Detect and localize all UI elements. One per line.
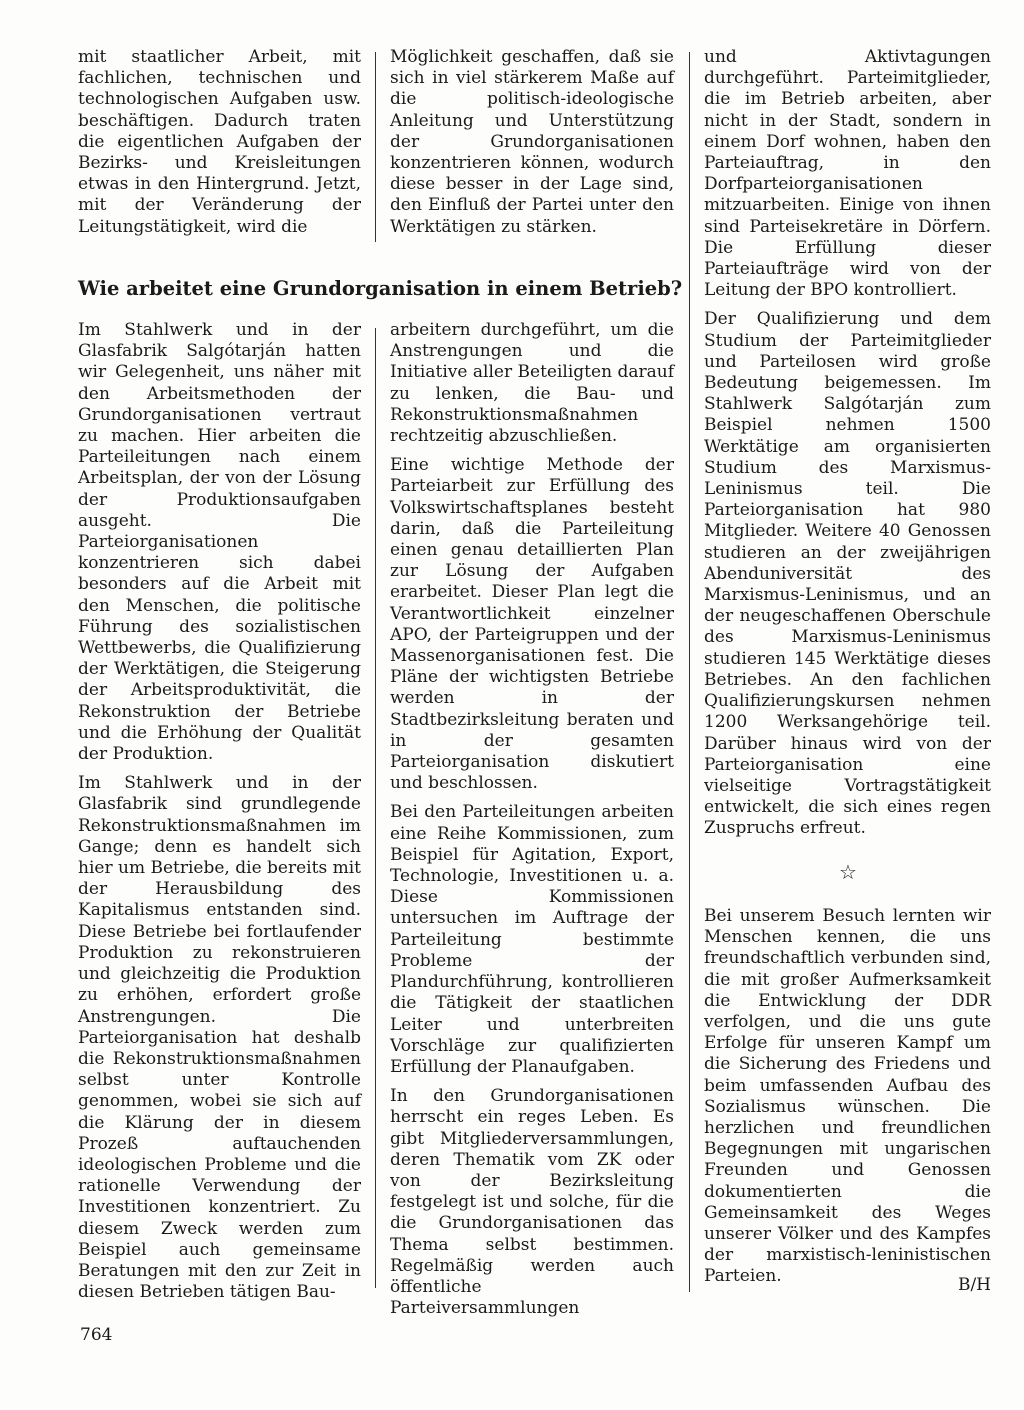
paragraph: mit staatlicher Arbeit, mit fachlichen, technischen und technologischen Aufgaben usw. beschäftigen. Dadurch traten die eigentlichen Aufgaben der Bezirks- und Kreisleitungen etwas in den Hintergrund. Jetzt, mit der Veränderung der Leitungstätigkeit, wird die xyxy=(78,47,361,237)
paragraph: und Aktivtagungen durchgeführt. Parteimitglieder, die im Betrieb arbeiten, aber nicht in der Stadt, sondern in einem Dorf wohnen, haben den Parteiauftrag, in den Dorfparteiorganisationen mitzuarbeiten. Einige von ihnen sind Parteisekretäre in Dörfern. Die Erfüllung dieser Parteiaufträge wird von der Leitung der BPO kontrolliert. xyxy=(704,47,991,301)
column-rule xyxy=(375,52,376,242)
paragraph: Bei den Parteileitungen arbeiten eine Reihe Kommissionen, zum Beispiel für Agitation, Export, Technologie, Investitionen u. a. Diese Kommissionen untersuchen im Auftrage der Parteileitung bestimmte Probleme der Plandurchführung, kontrollieren die Tätigkeit der staatlichen Leiter und unterbreiten Vorschläge zur qualifizierten Erfüllung der Planaufgaben. xyxy=(390,802,674,1077)
column-rule xyxy=(689,52,690,1292)
page-number: 764 xyxy=(80,1325,113,1345)
paragraph: Im Stahlwerk und in der Glasfabrik sind grundlegende Rekonstruktionsmaßnahmen im Gange; denn es handelt sich hier um Betriebe, die bereits mit der Herausbildung des Kapitalismus entstanden sind. Diese Betriebe bei fortlaufender Produktion zu rekonstruieren und gleichzeitig die Produktion zu erhöhen, erfordert große Anstrengungen. Die Parteiorganisation hat deshalb die Rekonstruktionsmaßnahmen selbst unter Kontrolle genommen, wobei sie sich auf die Klärung der in diesem Prozeß auftauchenden ideologischen Probleme und die rationelle Verwendung der Investitionen konzentriert. Zu diesem Zweck werden zum Beispiel auch gemeinsame Beratungen mit den zur Zeit in diesen Betrieben tätigen Bau- xyxy=(78,773,361,1303)
star-separator-icon: ☆ xyxy=(839,860,857,884)
top-left-column xyxy=(78,47,361,238)
paragraph: Eine wichtige Methode der Parteiarbeit zur Erfüllung des Volkswirtschaftsplanes besteht darin, daß die Parteileitung einen genau detaillierten Plan zur Lösung der Aufgaben erarbeitet. Dieser Plan legt die Verantwortlichkeit einzelner APO, der Parteigruppen und der Massenorganisationen fest. Die Pläne der wichtigsten Betriebe werden in der Stadtbezirksleitung beraten und in der gesamten Parteiorganisation diskutiert und beschlossen. xyxy=(390,455,674,794)
paragraph: Möglichkeit geschaffen, daß sie sich in viel stärkerem Maße auf die politisch-ideologische Anleitung und Unterstützung der Grundorganisationen konzentrieren können, wodurch diese besser in der Lage sind, den Einfluß der Partei unter den Werktätigen zu stärken. xyxy=(390,47,674,237)
paragraph: arbeitern durchgeführt, um die Anstrengungen und die Initiative aller Beteiligten darauf zu lenken, die Bau- und Rekonstruktionsmaßnahmen rechtzeitig abzuschließen. xyxy=(390,320,674,447)
closing-column xyxy=(704,906,991,1296)
top-middle-column xyxy=(390,47,674,238)
closing-paragraph: Bei unserem Besuch lernten wir Menschen kennen, die uns freundschaftlich verbunden sind, die mit großer Aufmerksamkeit die Entwicklung der DDR verfolgen, und die uns gute Erfolge für unseren Kampf um die Sicherung des Friedens und beim umfassenden Aufbau des Sozialismus wünschen. Die herzlichen und freundlichen Begegnungen mit ungarischen Freunden und Genossen dokumentierten die Gemeinsamkeit des Weges unserer Völker und des Kampfes der marxistisch-leninistischen Parteien. xyxy=(704,906,991,1287)
paragraph: Im Stahlwerk und in der Glasfabrik Salgótarján hatten wir Gelegenheit, uns näher mit den Arbeitsmethoden der Grundorganisationen vertraut zu machen. Hier arbeiten die Parteileitungen nach einem Arbeitsplan, der von der Lösung der Produktionsaufgaben ausgeht. Die Parteiorganisationen konzentrieren sich dabei besonders auf die Arbeit mit den Menschen, die politische Führung des sozialistischen Wettbewerbs, die Qualifizierung der Werktätigen, die Steigerung der Arbeitsproduktivität, die Rekonstruktion der Betriebe und die Erhöhung der Qualität der Produktion. xyxy=(78,320,361,765)
column-rule xyxy=(375,328,376,1288)
paragraph: Der Qualifizierung und dem Studium der Parteimitglieder und Parteilosen wird große Bedeutung beigemessen. Im Stahlwerk Salgótarján zum Beispiel nehmen 1500 Werktätige am organisierten Studium des Marxismus-Leninismus teil. Die Parteiorganisation hat 980 Mitglieder. Weitere 40 Genossen studieren an der zweijährigen Abenduniversität des Marxismus-Leninismus, und an der neugeschaffenen Oberschule des Marxismus-Leninismus studieren 145 Werktätige dieses Betriebes. An den fachlichen Qualifizierungskursen nehmen 1200 Werksangehörige teil. Darüber hinaus wird von der Parteiorganisation eine vielseitige Vortragstätigkeit entwickelt, die sich eines regen Zuspruchs erfreut. xyxy=(704,309,991,839)
left-column xyxy=(78,320,361,1303)
middle-column xyxy=(390,320,674,1319)
right-column xyxy=(704,47,991,840)
paragraph: In den Grundorganisationen herrscht ein reges Leben. Es gibt Mitgliederversammlungen, deren Thematik vom ZK oder von der Bezirksleitung festgelegt ist und solche, für die die Grundorganisationen das Thema selbst bestimmen. Regelmäßig werden auch öffentliche Parteiversammlungen xyxy=(390,1086,674,1319)
section-heading: Wie arbeitet eine Grundorganisation in einem Betrieb? xyxy=(78,277,683,300)
author-signature: B/H xyxy=(957,1274,991,1295)
